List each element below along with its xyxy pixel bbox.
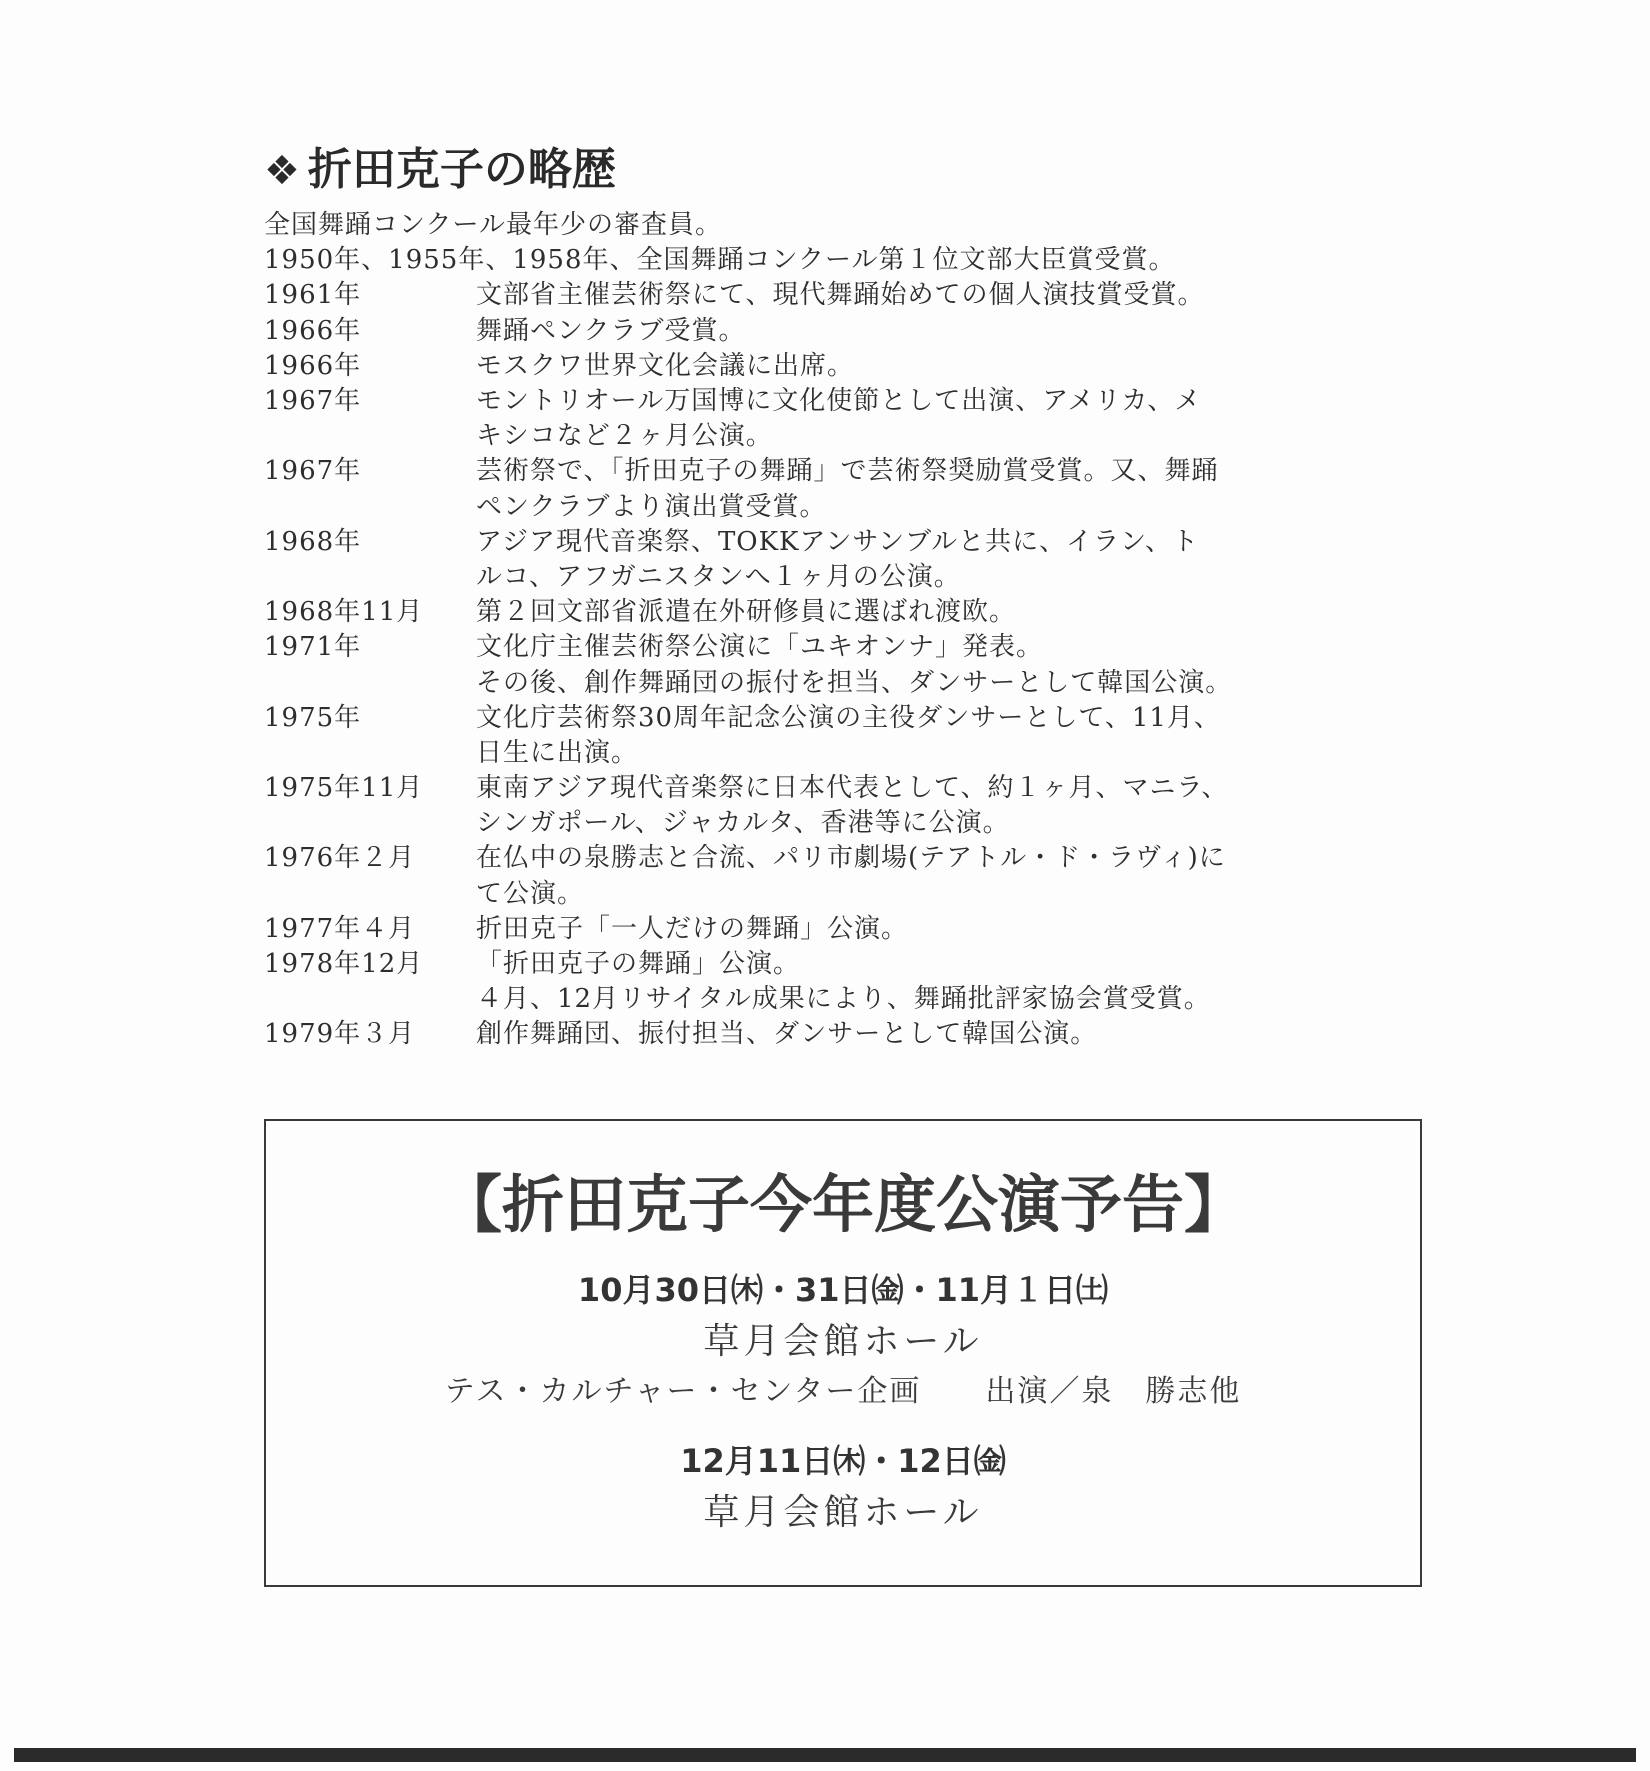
first-performance-venue: 草月会館ホール bbox=[703, 1321, 983, 1362]
performance-notice-box bbox=[264, 1119, 1422, 1587]
timeline-description bbox=[476, 314, 1424, 349]
timeline-entry bbox=[264, 771, 1424, 841]
timeline-entry bbox=[264, 454, 1424, 524]
timeline-description-line: 日生に出演。 bbox=[476, 737, 639, 768]
timeline-description-line: キシコなど２ヶ月公演。 bbox=[476, 421, 773, 452]
biography-intro-line: 全国舞踊コンクール最年少の審査員。 bbox=[264, 210, 722, 240]
timeline-entry bbox=[264, 278, 1424, 313]
timeline-entry bbox=[264, 841, 1424, 911]
timeline-description-line: 在仏中の泉勝志と合流、パリ市劇場(テアトル・ド・ラヴィ)に bbox=[476, 843, 1226, 874]
timeline-description-line: その後、創作舞踊団の振付を担当、ダンサーとして韓国公演。 bbox=[476, 667, 1233, 698]
timeline-date: 1971年 bbox=[264, 632, 362, 663]
timeline-description-line: ４月、12月リサイタル成果により、舞踊批評家協会賞受賞。 bbox=[476, 984, 1211, 1015]
timeline-entry bbox=[264, 947, 1424, 1017]
timeline-description-line: 文化庁芸術祭30周年記念公演の主役ダンサーとして、11月、 bbox=[476, 702, 1221, 733]
timeline-entry bbox=[264, 349, 1424, 384]
timeline-description bbox=[476, 278, 1424, 313]
timeline-date: 1976年２月 bbox=[264, 843, 416, 874]
timeline-entry bbox=[264, 384, 1424, 454]
biography-timeline bbox=[264, 278, 1424, 1052]
page-bottom-edge bbox=[14, 1748, 1636, 1762]
timeline-date: 1979年３月 bbox=[264, 1019, 416, 1050]
timeline-description-line: 折田克子「一人だけの舞踊」公演。 bbox=[476, 913, 909, 944]
timeline-date: 1975年11月 bbox=[264, 773, 424, 804]
biography-title bbox=[264, 140, 616, 201]
timeline-description-line: て公演。 bbox=[476, 878, 585, 909]
timeline-date: 1977年４月 bbox=[264, 913, 416, 944]
timeline-date: 1978年12月 bbox=[264, 949, 424, 980]
biography-intro-line: 1950年、1955年、1958年、全国舞踊コンクール第１位文部大臣賞受賞。 bbox=[264, 245, 1176, 276]
timeline-description bbox=[476, 349, 1424, 384]
timeline-description-line: モスクワ世界文化会議に出席。 bbox=[476, 350, 855, 381]
timeline-description bbox=[476, 595, 1424, 630]
timeline-description bbox=[476, 525, 1424, 595]
first-performance-sponsor: テス・カルチャー・センター企画 出演／泉 勝志他 bbox=[444, 1374, 1242, 1409]
timeline-date: 1975年 bbox=[264, 702, 362, 733]
timeline-date: 1961年 bbox=[264, 280, 362, 311]
second-performance-venue: 草月会館ホール bbox=[703, 1492, 983, 1533]
timeline-description-line: 第２回文部省派遣在外研修員に選ばれ渡欧。 bbox=[476, 597, 1017, 628]
timeline-description-line: モントリオール万国博に文化使節として出演、アメリカ、メ bbox=[476, 386, 1202, 416]
timeline-description-line: アジア現代音楽祭、TOKKアンサンブルと共に、イラン、ト bbox=[476, 526, 1200, 557]
timeline-date: 1968年 bbox=[264, 526, 362, 557]
timeline-entry bbox=[264, 630, 1424, 700]
timeline-description bbox=[476, 630, 1424, 700]
performance-notice-title: 【折田克子今年度公演予告】 bbox=[439, 1168, 1246, 1241]
timeline-date: 1967年 bbox=[264, 456, 362, 487]
timeline-description bbox=[476, 841, 1424, 911]
second-performance-dates: 12月11日㈭・12日㈮ bbox=[680, 1442, 1006, 1480]
biography-intro bbox=[264, 208, 1424, 278]
timeline-description-line: ペンクラブより演出賞受賞。 bbox=[476, 491, 827, 522]
timeline-entry bbox=[264, 701, 1424, 771]
timeline-description bbox=[476, 912, 1424, 947]
timeline-entry bbox=[264, 912, 1424, 947]
timeline-description-line: 東南アジア現代音楽祭に日本代表として、約１ヶ月、マニラ、 bbox=[476, 773, 1229, 804]
timeline-entry bbox=[264, 314, 1424, 349]
biography-title-text: 折田克子の略歴 bbox=[307, 144, 616, 195]
diamond-ornament-icon: ❖ bbox=[264, 148, 300, 194]
timeline-description bbox=[476, 701, 1424, 771]
timeline-description bbox=[476, 1017, 1424, 1052]
timeline-description-line: ルコ、アフガニスタンへ１ヶ月の公演。 bbox=[476, 561, 961, 592]
timeline-entry bbox=[264, 1017, 1424, 1052]
timeline-entry bbox=[264, 525, 1424, 595]
timeline-date: 1968年11月 bbox=[264, 597, 424, 628]
timeline-date: 1966年 bbox=[264, 350, 362, 381]
timeline-description-line: 芸術祭で、「折田克子の舞踊」で芸術祭奨励賞受賞。又、舞踊 bbox=[476, 456, 1219, 487]
timeline-entry bbox=[264, 595, 1424, 630]
timeline-description bbox=[476, 384, 1424, 454]
timeline-description-line: 文化庁主催芸術祭公演に「ユキオンナ」発表。 bbox=[476, 632, 1044, 663]
timeline-description-line: 舞踊ペンクラブ受賞。 bbox=[476, 315, 746, 346]
timeline-description-line: シンガポール、ジャカルタ、香港等に公演。 bbox=[476, 808, 1010, 839]
timeline-description-line: 文部省主催芸術祭にて、現代舞踊始めての個人演技賞受賞。 bbox=[476, 280, 1205, 311]
timeline-description-line: 創作舞踊団、振付担当、ダンサーとして韓国公演。 bbox=[476, 1019, 1098, 1050]
timeline-description-line: 「折田克子の舞踊」公演。 bbox=[476, 949, 801, 980]
timeline-description bbox=[476, 454, 1424, 524]
timeline-date: 1966年 bbox=[264, 315, 362, 346]
timeline-date: 1967年 bbox=[264, 386, 362, 416]
first-performance-dates: 10月30日㈭・31日㈮・11月１日㈯ bbox=[577, 1271, 1109, 1309]
timeline-description bbox=[476, 771, 1424, 841]
timeline-description bbox=[476, 947, 1424, 1017]
